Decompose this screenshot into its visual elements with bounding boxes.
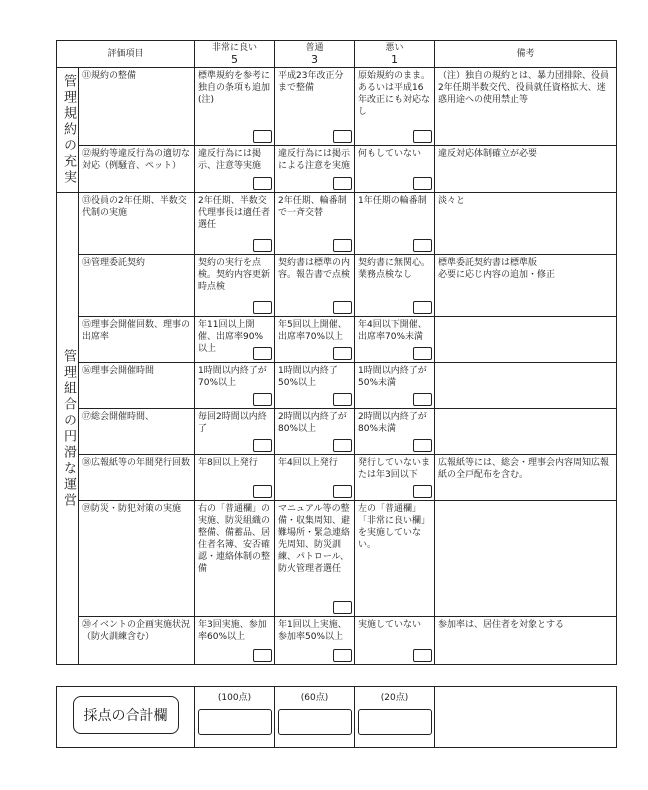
bad-cell <box>355 193 435 255</box>
check-box[interactable] <box>333 393 352 406</box>
criteria-text: 2時間以内終了が80%以上 <box>278 412 347 434</box>
header-normal-score: 3 <box>311 53 319 66</box>
table-row <box>57 455 617 501</box>
table-row <box>57 617 617 665</box>
evaluation-table <box>56 40 617 665</box>
remarks-cell: 参加率は、居住者を対象とする <box>435 617 617 665</box>
item-cell: ⑰総会開催時間、 <box>79 409 195 455</box>
criteria-text: 1年任期の輪番制 <box>358 196 427 206</box>
score-normal-cell <box>275 687 355 748</box>
very-good-cell <box>195 317 275 363</box>
check-box[interactable] <box>333 177 352 190</box>
normal-cell <box>275 68 355 146</box>
check-box[interactable] <box>253 130 272 143</box>
remarks-cell <box>435 409 617 455</box>
very-good-cell <box>195 255 275 317</box>
remarks-cell: 違反対応体制確立が必要 <box>435 145 617 192</box>
remarks-cell: （注）独自の規約とは、暴力団排除、役員2年任期半数交代、役員就任資格拡大、迷惑用途への使用禁止等 <box>435 68 617 146</box>
header-item: 評価項目 <box>57 41 195 68</box>
item-cell: ⑪規約の整備 <box>79 68 195 146</box>
normal-cell <box>275 317 355 363</box>
check-box[interactable] <box>253 239 272 252</box>
normal-cell <box>275 193 355 255</box>
score-bad-cell <box>355 687 435 748</box>
criteria-text: 1時間以内終了が70%以上 <box>198 366 267 388</box>
check-box[interactable] <box>253 393 272 406</box>
normal-cell <box>275 617 355 665</box>
score-bad-points: (20点) <box>380 693 409 703</box>
check-box[interactable] <box>253 485 272 498</box>
header-very-good-score: 5 <box>231 53 239 66</box>
check-box[interactable] <box>333 439 352 452</box>
item-cell: ⑲防災・防犯対策の実施 <box>79 501 195 617</box>
check-box[interactable] <box>333 649 352 662</box>
check-box[interactable] <box>333 347 352 360</box>
criteria-text: 年1回以上実施、参加率50%以上 <box>278 620 347 642</box>
section-label: 管理組合の円滑な運営 <box>61 348 76 509</box>
check-box[interactable] <box>413 239 432 252</box>
criteria-text: 1時間以内終了50%以上 <box>278 366 338 388</box>
criteria-text: 発行していないまたは年3回以下 <box>358 458 431 480</box>
bad-cell <box>355 68 435 146</box>
remarks-cell: 淡々と <box>435 193 617 255</box>
header-very-good-label: 非常に良い <box>212 43 258 53</box>
check-box[interactable] <box>413 439 432 452</box>
check-box[interactable] <box>253 301 272 314</box>
item-cell: ⑬役員の2年任期、半数交代制の実施 <box>79 193 195 255</box>
criteria-text: 年5回以上開催、出席率70%以上 <box>278 320 347 342</box>
remarks-cell: 標準委託契約書は標準版 必要に応じ内容の追加・修正 <box>435 255 617 317</box>
score-normal-points: (60点) <box>300 693 329 703</box>
normal-cell <box>275 501 355 617</box>
check-box[interactable] <box>333 301 352 314</box>
criteria-text: 契約の実行を点検。契約内容更新時点検 <box>198 258 271 292</box>
check-box[interactable] <box>413 649 432 662</box>
normal-cell <box>275 145 355 192</box>
very-good-cell <box>195 617 275 665</box>
criteria-text: 年3回実施、参加率60%以上 <box>198 620 267 642</box>
header-bad-label: 悪い <box>385 43 404 53</box>
section-label: 管理規約の充実 <box>61 74 76 186</box>
normal-cell <box>275 363 355 409</box>
criteria-text: 年8回以上発行 <box>198 458 258 468</box>
very-good-cell <box>195 145 275 192</box>
check-box[interactable] <box>253 439 272 452</box>
bad-cell <box>355 409 435 455</box>
very-good-cell <box>195 193 275 255</box>
criteria-text: 契約書は標準の内容。報告書で点検 <box>278 258 351 280</box>
check-box[interactable] <box>413 301 432 314</box>
header-bad <box>355 41 435 68</box>
criteria-text: 標準規約を参考に独自の条項も追加(注) <box>198 71 271 105</box>
criteria-text: 原始規約のまま。あるいは平成16年改正にも対応なし <box>358 71 431 117</box>
criteria-text: 右の「普通欄」の実施、防災組織の整備、備蓄品、居住者名簿、安否確認・連絡体制の整備 <box>198 504 271 574</box>
criteria-text: 2年任期、半数交代理事長は適任者選任 <box>198 196 271 230</box>
bad-cell <box>355 617 435 665</box>
criteria-text: 年4回以上発行 <box>278 458 338 468</box>
item-cell: ⑯理事会開催時間 <box>79 363 195 409</box>
score-very-good-cell <box>195 687 275 748</box>
header-normal-label: 普通 <box>305 43 324 53</box>
very-good-cell <box>195 363 275 409</box>
item-cell: ⑱広報紙等の年間発行回数 <box>79 455 195 501</box>
criteria-text: 契約書に無関心。業務点検なし <box>358 258 431 280</box>
remarks-cell: 広報紙等には、総会・理事会内容周知広報紙の全戸配布を含む。 <box>435 455 617 501</box>
very-good-cell <box>195 409 275 455</box>
bad-cell <box>355 363 435 409</box>
bad-cell <box>355 455 435 501</box>
criteria-text: 違反行為には掲示、注意等実施 <box>198 148 262 171</box>
criteria-text: 2年任期、輪番制で一斉交替 <box>278 196 347 218</box>
section-label-cell <box>57 68 79 193</box>
check-box[interactable] <box>253 177 272 190</box>
normal-cell <box>275 409 355 455</box>
table-row <box>57 363 617 409</box>
score-normal-input[interactable] <box>278 709 352 735</box>
header-remarks: 備考 <box>435 41 617 68</box>
header-bad-score: 1 <box>391 53 399 66</box>
score-bad-input[interactable] <box>358 709 432 735</box>
table-row <box>57 501 617 617</box>
normal-cell <box>275 255 355 317</box>
check-box[interactable] <box>333 130 352 143</box>
bad-cell <box>355 501 435 617</box>
criteria-text: 実施していない <box>358 620 422 630</box>
criteria-text: 年11回以上開催、出席率90%以上 <box>198 320 264 354</box>
table-row <box>57 145 617 192</box>
score-very-good-input[interactable] <box>198 709 272 735</box>
criteria-text: 平成23年改正分まで整備 <box>278 71 344 93</box>
criteria-text: 年4回以下開催、出席率70%未満 <box>358 320 427 342</box>
check-box[interactable] <box>413 130 432 143</box>
criteria-text: 違反行為には掲示による注意を実施 <box>278 148 351 171</box>
criteria-text: 1時間以内終了が50%未満 <box>358 366 427 388</box>
table-row <box>57 255 617 317</box>
criteria-text: 何もしていない <box>358 148 422 159</box>
very-good-cell <box>195 68 275 146</box>
very-good-cell <box>195 455 275 501</box>
check-box[interactable] <box>413 485 432 498</box>
table-row <box>57 317 617 363</box>
remarks-cell <box>435 317 617 363</box>
score-label-cell <box>57 687 195 748</box>
table-row <box>57 68 617 146</box>
table-row <box>57 409 617 455</box>
header-normal <box>275 41 355 68</box>
very-good-cell <box>195 501 275 617</box>
item-cell: ⑮理事会開催回数、理事の出席率 <box>79 317 195 363</box>
check-box[interactable] <box>333 239 352 252</box>
check-box[interactable] <box>333 485 352 498</box>
check-box[interactable] <box>333 601 352 614</box>
item-cell: ⑭管理委託契約 <box>79 255 195 317</box>
score-total-table <box>56 686 617 748</box>
score-very-good-points: (100点) <box>217 693 252 703</box>
score-label: 採点の合計欄 <box>73 696 179 734</box>
item-cell: ⑫規約等違反行為の適切な対応（例騒音、ペット） <box>79 145 195 192</box>
normal-cell <box>275 455 355 501</box>
remarks-cell <box>435 363 617 409</box>
item-cell: ⑳イベントの企画実施状況（防火訓練含む） <box>79 617 195 665</box>
criteria-text: マニュアル等の整備・収集周知、避難場所・緊急連絡先周知、防災訓練、パトロール、防火管理者選任 <box>278 504 351 574</box>
section-label-cell <box>57 193 79 665</box>
score-row <box>57 687 617 748</box>
check-box[interactable] <box>413 347 432 360</box>
header-row <box>57 41 617 68</box>
check-box[interactable] <box>413 177 432 190</box>
check-box[interactable] <box>413 393 432 406</box>
criteria-text: 2時間以内終了が80%未満 <box>358 412 427 434</box>
check-box[interactable] <box>253 347 272 360</box>
check-box[interactable] <box>253 649 272 662</box>
header-very-good <box>195 41 275 68</box>
bad-cell <box>355 255 435 317</box>
criteria-text: 毎回2時間以内終了 <box>198 412 267 434</box>
table-row <box>57 193 617 255</box>
remarks-cell <box>435 501 617 617</box>
criteria-text: 左の「普通欄」「非常に良い欄」を実施していない。 <box>358 504 431 550</box>
score-remarks-cell <box>435 687 617 748</box>
bad-cell <box>355 317 435 363</box>
bad-cell <box>355 145 435 192</box>
